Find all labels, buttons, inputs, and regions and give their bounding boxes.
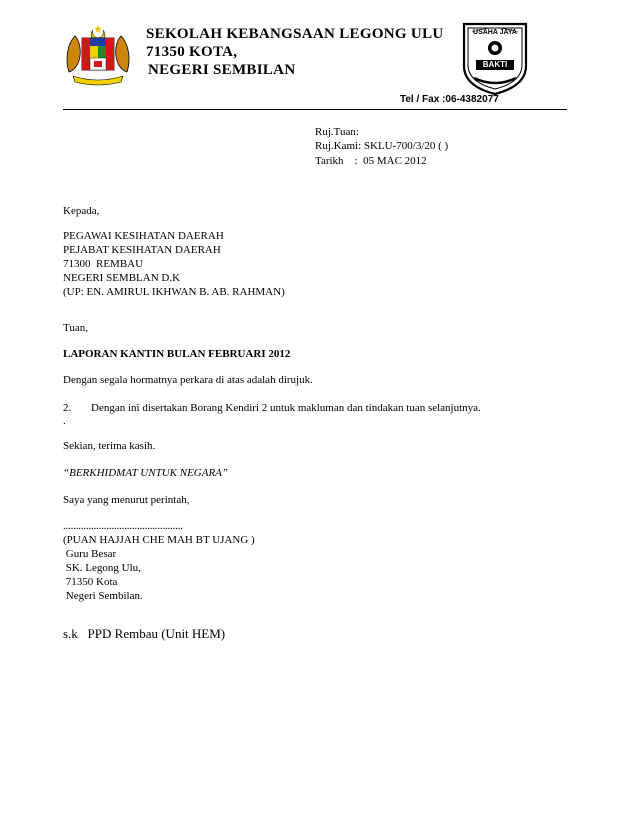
school-postcode-city: 71350 KOTA,	[146, 44, 238, 60]
kepada: Kepada,	[63, 205, 100, 217]
paragraph-2-text: Dengan ini disertakan Borang Kendiri 2 untuk makluman dan tindakan tuan selanjutnya.	[91, 402, 481, 414]
paragraph-1: Dengan segala hormatnya perkara di atas adalah dirujuk.	[63, 374, 313, 386]
recipient-line-3: 71300 REMBAU	[63, 258, 144, 270]
badge-top-text: USAHA JAYA	[473, 29, 517, 36]
stray-dot: .	[63, 415, 66, 427]
school-badge-logo	[460, 22, 530, 96]
salutation: Tuan,	[63, 322, 88, 334]
saya-menurut-perintah: Saya yang menurut perintah,	[63, 494, 190, 506]
recipient-line-5: (UP: EN. AMIRUL IKHWAN B. AB. RAHMAN)	[63, 286, 285, 298]
school-state: NEGERI SEMBILAN	[148, 62, 296, 78]
signatory-school: SK. Legong Ulu,	[63, 562, 141, 574]
signatory-state: Negeri Sembilan.	[63, 590, 143, 602]
letterhead-divider	[63, 109, 567, 110]
signatory-title: Guru Besar	[63, 548, 117, 560]
badge-bottom-text: BAKTI	[482, 60, 508, 69]
cc-line: s.k PPD Rembau (Unit HEM)	[63, 626, 226, 641]
school-name: SEKOLAH KEBANGSAAN LEGONG ULU	[146, 26, 444, 42]
subject-line: LAPORAN KANTIN BULAN FEBRUARI 2012	[63, 348, 291, 360]
motto: “BERKHIDMAT UNTUK NEGARA”	[63, 467, 229, 479]
signatory-name: (PUAN HAJJAH CHE MAH BT UJANG )	[63, 534, 255, 546]
paragraph-2-number: 2.	[63, 402, 72, 414]
recipient-line-4: NEGERI SEMBLAN D.K	[63, 272, 181, 284]
state-crest-logo	[63, 22, 133, 88]
recipient-line-1: PEGAWAI KESIHATAN DAERAH	[63, 230, 224, 242]
recipient-line-2: PEJABAT KESIHATAN DAERAH	[63, 244, 221, 256]
signature-dots: ...............................................	[63, 520, 183, 532]
date: Tarikh : 05 MAC 2012	[315, 155, 427, 167]
ruj-tuan: Ruj.Tuan:	[315, 126, 359, 138]
ruj-kami: Ruj.Kami: SKLU-700/3/20 ( )	[315, 140, 449, 152]
signatory-postcode: 71350 Kota	[63, 576, 118, 588]
closing: Sekian, terima kasih.	[63, 440, 156, 452]
tel-fax: Tel / Fax :06-4382077	[400, 94, 499, 105]
